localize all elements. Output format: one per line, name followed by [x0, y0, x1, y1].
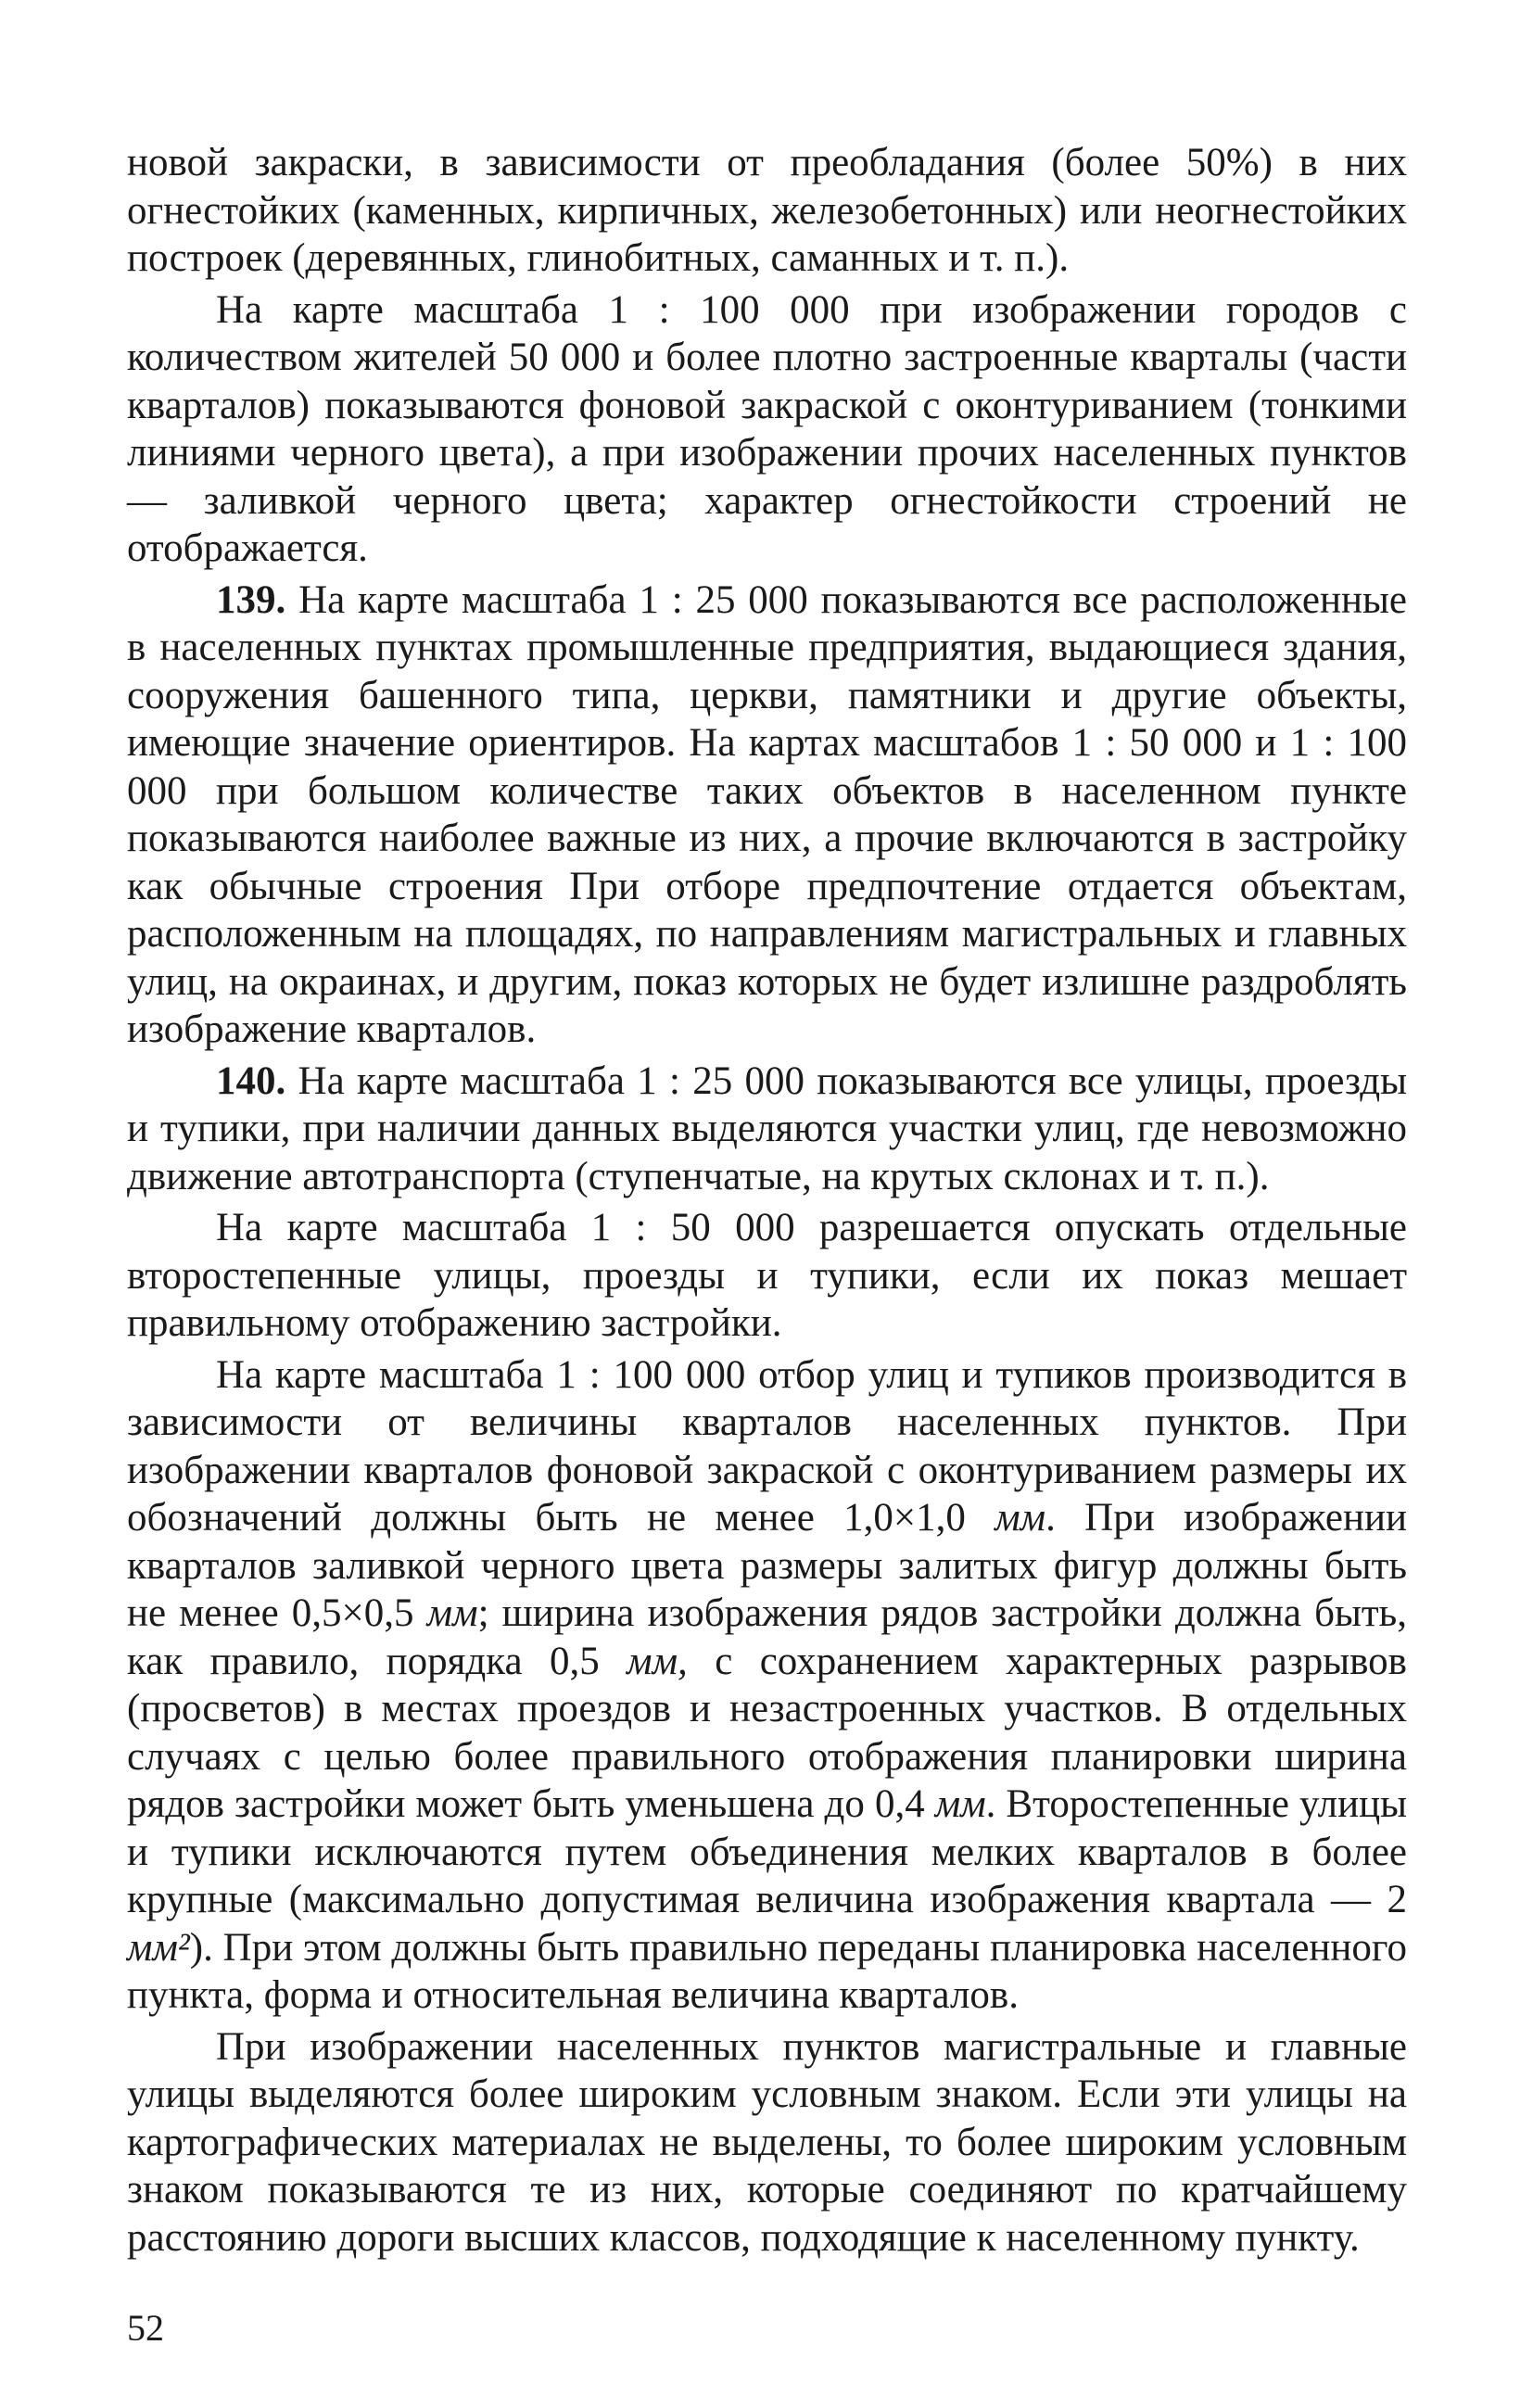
paragraph: На карте масштаба 1 : 100 000 при изображении городов с количеством жителей 50 000 и более плотно застроенные кварталы (части кварталов) показываются фоновой закраской с оконтуриванием (тонкими линиями черного цвета), а при изображении прочих населенных пунктов — заливкой черного цвета; характер огнестойкости строений не отображается. [127, 287, 1407, 570]
unit: мм [426, 1591, 478, 1635]
paragraph-continued: новой закраски, в зависимости от преобладания (более 50%) в них огнестойких (каменных, кирпичных, железобетонных) или неогнестойких построек (деревянных, глинобитных, саманных и т. п.). [127, 141, 1407, 280]
paragraph-text: На карте масштаба 1 : 25 000 показываются все расположенные в населенных пунктах промышленные предприятия, выдающиеся здания, сооружения башенного типа, церкви, памятники и другие объекты, имеющие значение ориентиров. На картах масштабов 1 : 50 000 и 1 : 100 000 при большом количестве таких объектов в населенном пункте показываются наиболее важные из них, а прочие включаются в застройку как обычные строения При отборе предпочтение отдается объектам, расположенным на площадях, по направлениям магистральных и главных улиц, на окраинах, и другим, показ которых не будет излишне раздроблять изображение кварталов. [127, 577, 1407, 1051]
text-run: На карте масштаба 1 : 100 000 отбор улиц и тупиков производится в зависимости от величины кварталов населенных пунктов. При изображении кварталов фоновой закраской с оконтуриванием размеры их обозначений должны быть не менее 1,0×1,0 [127, 1352, 1407, 1540]
unit: мм [934, 1782, 986, 1826]
text-run: ). При этом должны быть правильно переданы планировка населенного пункта, форма и относительная величина кварталов. [127, 1925, 1407, 2017]
page-number: 52 [127, 2307, 164, 2349]
section-number: 139. [216, 577, 286, 622]
paragraph: На карте масштаба 1 : 50 000 разрешается опускать отдельные второстепенные улицы, проезды и тупики, если их показ мешает правильному отображению застройки. [127, 1206, 1407, 1345]
text-run: . При изображении кварталов заливкой черного цвета размеры залитых фигур должны быть не менее 0,5×0,5 [127, 1496, 1407, 1635]
text-run: . Второстепенные улицы и тупики исключаются путем объединения мелких кварталов в более крупные (максимально допустимая величина изображения квартала — 2 [127, 1782, 1407, 1921]
paragraph-section-140 [127, 1058, 1407, 1201]
unit: мм² [127, 1925, 190, 1970]
paragraph-text: На карте масштаба 1 : 25 000 показываются все улицы, проезды и тупики, при наличии данных выделяются участки улиц, где невозможно движение автотранспорта (ступенчатые, на крутых склонах и т. п.). [127, 1058, 1407, 1198]
paragraph-section-139 [127, 577, 1407, 1054]
unit: мм, [627, 1639, 688, 1683]
unit: мм [995, 1496, 1046, 1540]
text-run: с сохранением характерных разрывов (просветов) в местах проездов и незастроенных участков. В отдельных случаях с целью более правильного отображения планировки ширина рядов застройки может быть уменьшена до 0,4 [127, 1639, 1407, 1826]
page-body [127, 139, 1407, 2265]
paragraph [127, 1351, 1407, 2020]
text-run: ; ширина изображения рядов застройки должна быть, как правило, порядка 0,5 [127, 1591, 1407, 1683]
section-number: 140. [216, 1058, 286, 1103]
paragraph: При изображении населенных пунктов магистральные и главные улицы выделяются более широким условным знаком. Если эти улицы на картографических материалах не выделены, то более широким условным знаком показываются те из них, которые соединяют по кратчайшему расстоянию дороги высших классов, подходящие к населенному пункту. [127, 2024, 1407, 2260]
